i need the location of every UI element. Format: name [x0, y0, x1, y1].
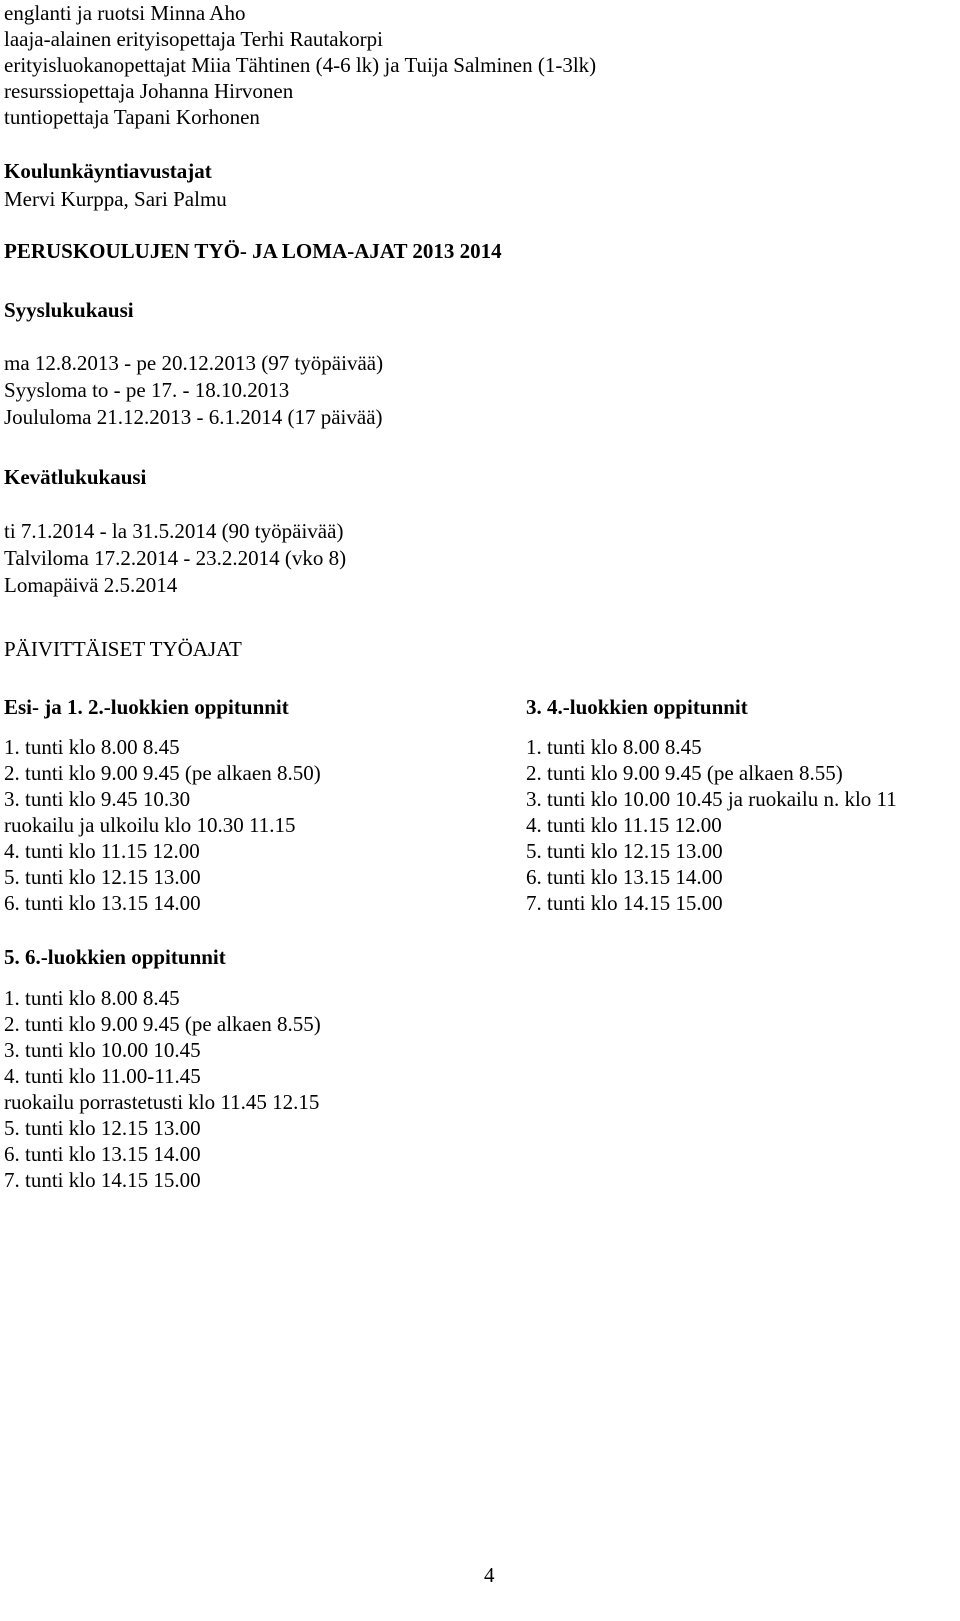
autumn-dates: [4, 350, 383, 430]
grades-3-4-heading: 3. 4.-luokkien oppitunnit: [526, 695, 748, 719]
assistants-heading: Koulunkäyntiavustajat: [4, 159, 212, 183]
lesson-line: 1. tunti klo 8.00 8.45: [526, 735, 702, 759]
staff-line: resurssiopettaja Johanna Hirvonen: [4, 79, 294, 103]
autumn-line: Joululoma 21.12.2013 - 6.1.2014 (17 päivää): [4, 405, 383, 429]
grades-3-4-section: [526, 694, 748, 720]
lesson-line: 6. tunti klo 13.15 14.00: [526, 865, 723, 889]
grades-1-2-lessons: [4, 734, 321, 916]
lesson-line: 2. tunti klo 9.00 9.45 (pe alkaen 8.50): [4, 761, 321, 785]
staff-line: erityisluokanopettajat Miia Tähtinen (4-6 lk) ja Tuija Salminen (1-3lk): [4, 53, 597, 77]
lesson-line: ruokailu ja ulkoilu klo 10.30 11.15: [4, 813, 296, 837]
spring-line: Talviloma 17.2.2014 - 23.2.2014 (vko 8): [4, 546, 347, 570]
autumn-section: [4, 297, 134, 323]
staff-line: tuntiopettaja Tapani Korhonen: [4, 105, 260, 129]
lesson-line: 4. tunti klo 11.00-11.45: [4, 1064, 201, 1088]
spring-heading: Kevätlukukausi: [4, 465, 147, 489]
assistants-names: Mervi Kurppa, Sari Palmu: [4, 187, 227, 211]
lesson-line: 4. tunti klo 11.15 12.00: [4, 839, 200, 863]
lesson-line: 6. tunti klo 13.15 14.00: [4, 891, 201, 915]
lesson-line: ruokailu porrastetusti klo 11.45 12.15: [4, 1090, 320, 1114]
lesson-line: 2. tunti klo 9.00 9.45 (pe alkaen 8.55): [526, 761, 843, 785]
autumn-heading: Syyslukukausi: [4, 298, 134, 322]
spring-section: [4, 464, 146, 490]
staff-line: englanti ja ruotsi Minna Aho: [4, 1, 246, 25]
schedule-heading: PERUSKOULUJEN TYÖ- JA LOMA-AJAT 2013 2014: [4, 239, 502, 263]
lesson-line: 7. tunti klo 14.15 15.00: [4, 1168, 201, 1192]
grades-1-2-heading: Esi- ja 1. 2.-luokkien oppitunnit: [4, 695, 289, 719]
lesson-line: 3. tunti klo 9.45 10.30: [4, 787, 191, 811]
lesson-line: 6. tunti klo 13.15 14.00: [4, 1142, 201, 1166]
autumn-line: Syysloma to - pe 17. - 18.10.2013: [4, 378, 290, 402]
grades-1-2-section: [4, 694, 289, 720]
assistants-section: [4, 158, 227, 212]
grades-5-6-heading: 5. 6.-luokkien oppitunnit: [4, 945, 226, 969]
lesson-line: 2. tunti klo 9.00 9.45 (pe alkaen 8.55): [4, 1012, 321, 1036]
staff-line: laaja-alainen erityisopettaja Terhi Rautakorpi: [4, 27, 383, 51]
daily-heading-block: [4, 636, 242, 662]
staff-list: [4, 0, 596, 130]
document-page: [4, 0, 954, 1621]
page-number: 4: [484, 1563, 495, 1587]
lesson-line: 7. tunti klo 14.15 15.00: [526, 891, 723, 915]
schedule-heading-block: [4, 238, 502, 264]
spring-line: Lomapäivä 2.5.2014: [4, 573, 178, 597]
daily-heading: PÄIVITTÄISET TYÖAJAT: [4, 637, 242, 661]
grades-5-6-lessons: [4, 985, 321, 1193]
grades-3-4-lessons: [526, 734, 897, 916]
lesson-line: 3. tunti klo 10.00 10.45 ja ruokailu n. klo 11: [526, 787, 897, 811]
lesson-line: 1. tunti klo 8.00 8.45: [4, 735, 180, 759]
lesson-line: 5. tunti klo 12.15 13.00: [4, 1116, 201, 1140]
grades-5-6-section: [4, 944, 226, 970]
spring-line: ti 7.1.2014 - la 31.5.2014 (90 työpäivää): [4, 519, 344, 543]
lesson-line: 1. tunti klo 8.00 8.45: [4, 986, 180, 1010]
lesson-line: 5. tunti klo 12.15 13.00: [526, 839, 723, 863]
spring-dates: [4, 518, 346, 598]
lesson-line: 3. tunti klo 10.00 10.45: [4, 1038, 201, 1062]
autumn-line: ma 12.8.2013 - pe 20.12.2013 (97 työpäivää): [4, 351, 384, 375]
lesson-line: 4. tunti klo 11.15 12.00: [526, 813, 722, 837]
lesson-line: 5. tunti klo 12.15 13.00: [4, 865, 201, 889]
